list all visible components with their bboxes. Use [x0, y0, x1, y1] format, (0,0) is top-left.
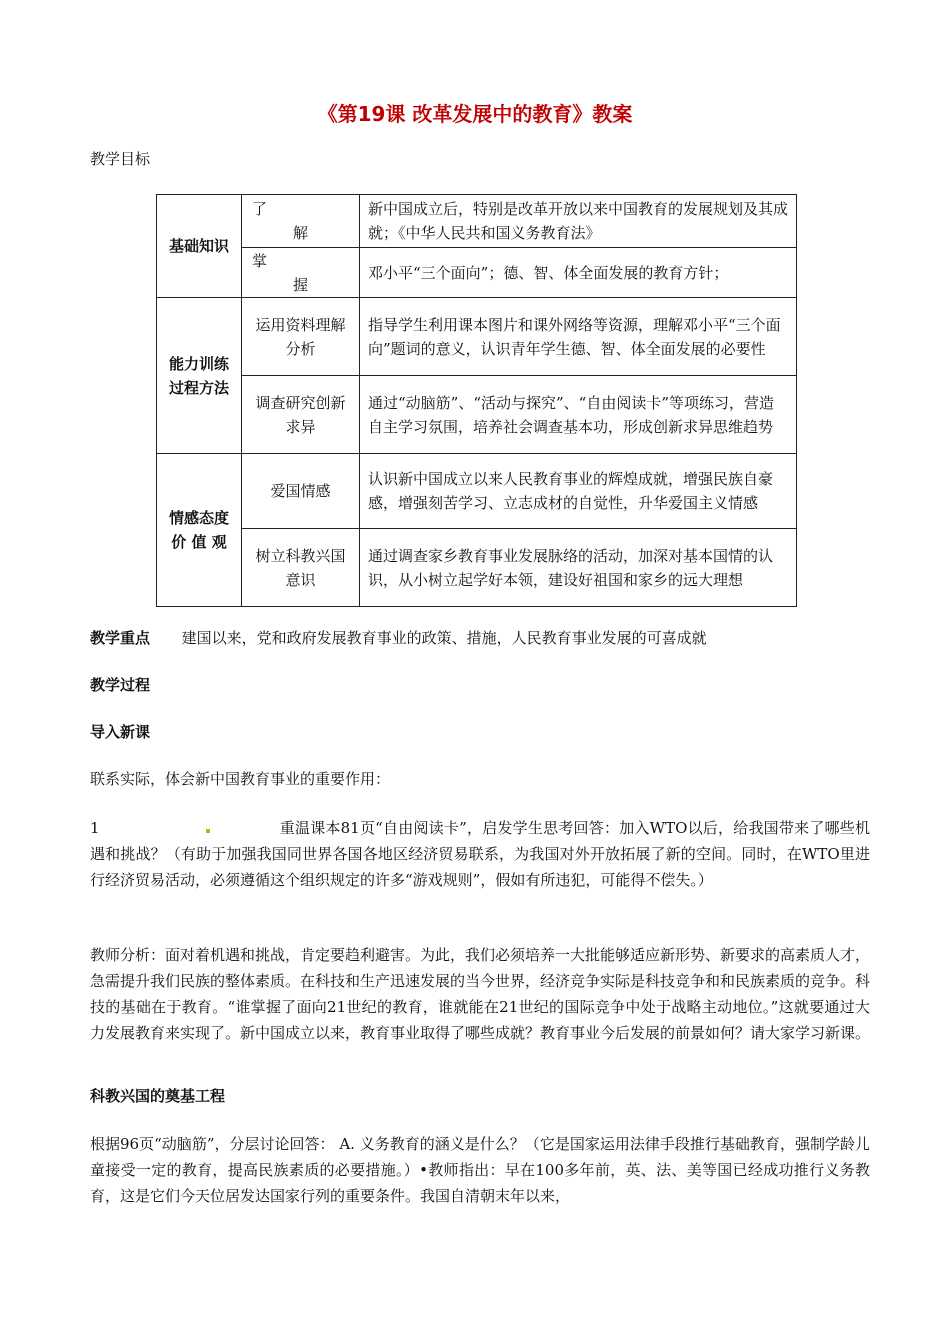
content-cell: 指导学生利用课本图片和课外网络等资源，理解邓小平“三个面向”题词的意义，认识青年学生德、智、体全面发展的必要性 [360, 298, 797, 376]
key-point-label: 教学重点 [90, 629, 151, 647]
category-cell: 情感态度价 值 观 [157, 454, 242, 607]
table-row [157, 454, 797, 529]
content-cell: 通过调查家乡教育事业发展脉络的活动，加深对基本国情的认识，从小树立起学好本领，建设好祖国和家乡的远大理想 [360, 529, 797, 607]
page-title: 《第19课 改革发展中的教育》教案 [317, 102, 633, 126]
sub-cell: 了 解 [242, 195, 360, 248]
category-cell: 基础知识 [157, 195, 242, 298]
key-point-text: 建国以来，党和政府发展教育事业的政策、措施，人民教育事业发展的可喜成就 [181, 629, 707, 647]
sub-cell: 运用资料理解分析 [242, 298, 360, 376]
category-cell: 能力训练过程方法 [157, 298, 242, 454]
analysis-paragraph: 教师分析：面对着机遇和挑战，肯定要趋利避害。为此，我们必须培养一大批能够适应新形势、新要求的高素质人才，急需提升我们民族的整体素质。在科技和生产迅速发展的当今世界，经济竞争实际是科技竞争和和民族素质的竞争。科技的基础在于教育。“谁掌握了面向21世纪的教育，谁就能在21世纪的国际竞争中处于战略主动地位。”这就要通过大力发展教育来实现了。新中国成立以来，教育事业取得了哪些成就？教育事业今后发展的前景如何？请大家学习新课。 [90, 946, 871, 1042]
table-row [157, 298, 797, 376]
table-row [157, 248, 797, 298]
bullet-mark [206, 829, 210, 833]
sub-cell: 掌 握 [242, 248, 360, 298]
table-row [157, 376, 797, 454]
objectives-heading: 教学目标 [90, 150, 151, 168]
content-cell: 新中国成立后，特别是改革开放以来中国教育的发展规划及其成就；《中华人民共和国义务教育法》 [360, 195, 797, 248]
intro-text: 联系实际，体会新中国教育事业的重要作用： [90, 770, 391, 788]
item-1-number: 1 [90, 819, 100, 837]
section-paragraph: 根据96页“动脑筋”，分层讨论回答： A. 义务教育的涵义是什么？（它是国家运用法律手段推行基础教育，强制学龄儿童接受一定的教育，提高民族素质的必要措施。）•教师指出：早在100多年前，英、法、美等国已经成功推行义务教育，这是它们今天位居发达国家行列的重要条件。我国自清朝末年以来， [90, 1135, 870, 1205]
item-1-text: 重温课本81页“自由阅读卡”，启发学生思考回答：加入WTO以后，给我国带来了哪些机遇和挑战？（有助于加强我国同世界各国各地区经济贸易联系，为我国对外开放拓展了新的空间。同时，在WTO里进行经济贸易活动，必须遵循这个组织规定的许多“游戏规则”，假如有所违犯，可能得不偿失。） [90, 819, 870, 889]
table-row [157, 529, 797, 607]
intro-heading: 导入新课 [90, 723, 151, 741]
sub-cell: 树立科教兴国意识 [242, 529, 360, 607]
sub-cell: 调查研究创新求异 [242, 376, 360, 454]
content-cell: 认识新中国成立以来人民教育事业的辉煌成就，增强民族自豪感，增强刻苦学习、立志成材的自觉性，升华爱国主义情感 [360, 454, 797, 529]
key-point [90, 625, 870, 652]
table-row [157, 195, 797, 248]
item-1 [90, 815, 870, 893]
section-heading: 科教兴国的奠基工程 [90, 1087, 226, 1105]
content-cell: 邓小平“三个面向”；德、智、体全面发展的教育方针； [360, 248, 797, 298]
sub-cell: 爱国情感 [242, 454, 360, 529]
objectives-table [156, 194, 797, 607]
process-heading: 教学过程 [90, 676, 151, 694]
content-cell: 通过“动脑筋”、“活动与探究”、“自由阅读卡”等项练习，营造自主学习氛围，培养社会调查基本功，形成创新求异思维趋势 [360, 376, 797, 454]
